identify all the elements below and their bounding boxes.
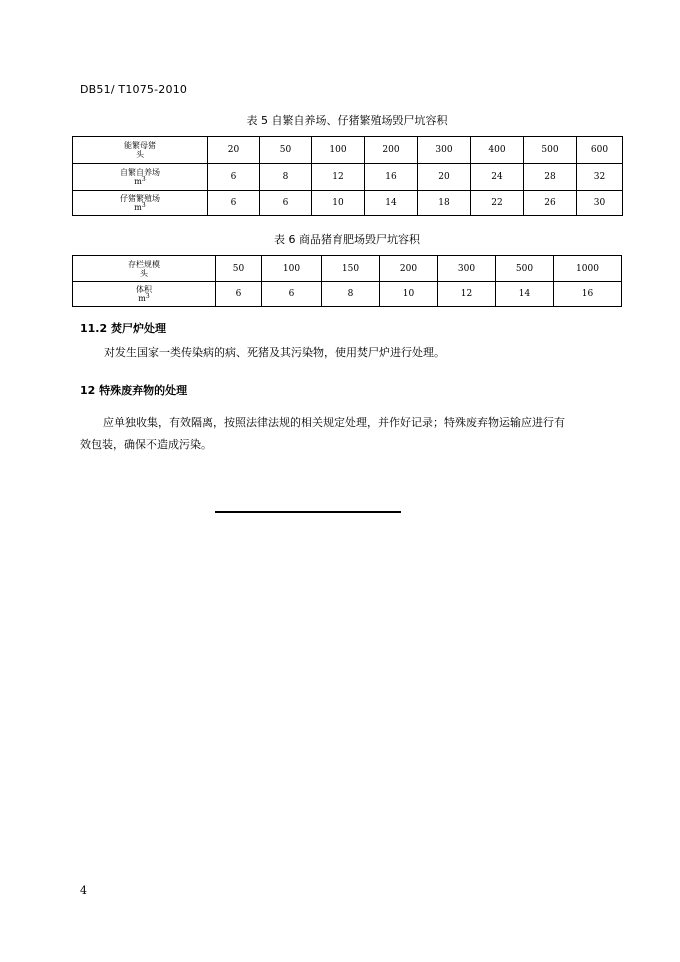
row-unit: $m^3$ [138,293,150,303]
table-cell: 50 [216,256,262,282]
row-unit: $m^3$ [134,202,146,212]
row-label: 体积 [136,285,152,294]
table-row [73,191,623,216]
section-11-2-body: 对发生国家一类传染病的病、死猪及其污染物，使用焚尸炉进行处理。 [104,346,445,359]
table-cell: 50 [260,137,312,164]
table-cell: 10 [312,191,365,216]
table-cell: 20 [208,137,260,164]
table-cell: 500 [524,137,577,164]
table-row [73,164,623,191]
section-12-heading: 12 特殊废弃物的处理 [80,384,188,397]
table-cell: 32 [577,164,623,191]
row-label: 存栏规模 [128,259,160,269]
table-cell: 300 [438,256,496,282]
row-header-cell [73,191,208,216]
table-cell: 200 [380,256,438,282]
row-label: 仔猪繁殖场 [120,194,160,203]
table-row [73,137,623,164]
row-header-cell [73,164,208,191]
table-cell: 28 [524,164,577,191]
table-cell: 6 [262,282,322,307]
table-cell: 20 [418,164,471,191]
table-cell: 400 [471,137,524,164]
table-cell: 100 [262,256,322,282]
table-cell: 8 [260,164,312,191]
table-cell: 600 [577,137,623,164]
table-cell: 22 [471,191,524,216]
section-11-2-heading: 11.2 焚尸炉处理 [80,322,166,335]
page-number: 4 [80,884,87,897]
table-cell: 1000 [554,256,622,282]
row-unit: $m^3$ [134,176,146,186]
table-cell: 6 [216,282,262,307]
table-cell: 16 [365,164,418,191]
table-cell: 26 [524,191,577,216]
table-cell: 14 [496,282,554,307]
row-header-cell [73,256,216,282]
table-cell: 18 [418,191,471,216]
row-label: 能繁母猪 [124,141,156,150]
row-header-cell [73,282,216,307]
section-12-body-line2: 效包装，确保不造成污染。 [80,438,212,451]
section-12-body-line1: 应单独收集，有效隔离，按照法律法规的相关规定处理，并作好记录；特殊废弃物运输应进行有 [103,416,565,429]
table-cell: 6 [208,164,260,191]
table-cell: 500 [496,256,554,282]
row-label: 自繁自养场 [120,168,160,177]
row-header-cell [73,137,208,164]
table-cell: 100 [312,137,365,164]
table-cell: 150 [322,256,380,282]
table-cell: 300 [418,137,471,164]
table-cell: 6 [260,191,312,216]
table6-caption: 表 6 商品猪育肥场毁尸坑容积 [274,233,420,246]
row-unit: 头 [140,268,148,278]
table-row [73,282,622,307]
table-cell: 200 [365,137,418,164]
table-cell: 10 [380,282,438,307]
table-cell: 16 [554,282,622,307]
table-cell: 30 [577,191,623,216]
table-cell: 14 [365,191,418,216]
table-row [73,256,622,282]
table-cell: 12 [312,164,365,191]
table5 [72,136,623,216]
table-cell: 12 [438,282,496,307]
table5-caption: 表 5 自繁自养场、仔猪繁殖场毁尸坑容积 [246,114,448,127]
table-cell: 24 [471,164,524,191]
table-cell: 6 [208,191,260,216]
row-unit: 头 [136,150,144,159]
document-id-header: DB51/ T1075-2010 [80,83,188,96]
table6 [72,255,622,307]
end-of-document-rule [215,511,401,513]
table-cell: 8 [322,282,380,307]
